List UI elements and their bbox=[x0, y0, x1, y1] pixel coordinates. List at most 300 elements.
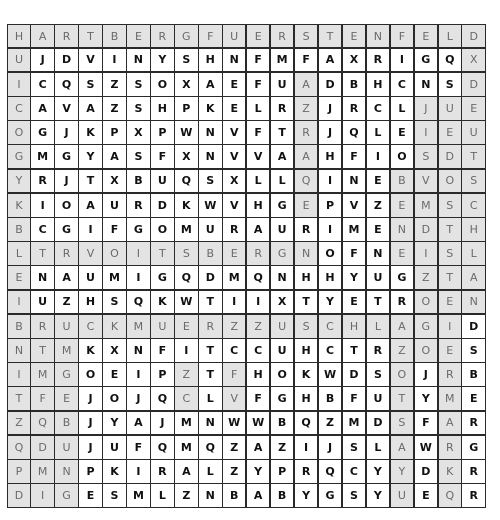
grid-cell[interactable]: N bbox=[366, 24, 391, 48]
grid-cell[interactable]: E bbox=[342, 290, 367, 315]
grid-cell[interactable]: A bbox=[78, 193, 103, 218]
grid-cell[interactable]: J bbox=[54, 169, 79, 194]
grid-cell[interactable]: U bbox=[270, 217, 295, 242]
grid-cell[interactable]: Y bbox=[366, 459, 391, 484]
grid-cell[interactable]: O bbox=[150, 72, 175, 97]
grid-cell[interactable]: N bbox=[126, 338, 151, 363]
grid-cell[interactable]: M bbox=[342, 411, 367, 436]
grid-cell[interactable]: A bbox=[461, 265, 486, 290]
grid-cell[interactable]: Z bbox=[318, 411, 343, 436]
grid-cell[interactable]: D bbox=[366, 411, 391, 436]
grid-cell[interactable]: T bbox=[294, 290, 319, 315]
grid-cell[interactable]: T bbox=[198, 290, 223, 315]
grid-cell[interactable]: I bbox=[294, 435, 319, 460]
grid-cell[interactable]: P bbox=[270, 459, 295, 484]
grid-cell[interactable]: W bbox=[318, 362, 343, 387]
grid-cell[interactable]: J bbox=[414, 96, 439, 121]
grid-cell[interactable]: X bbox=[126, 120, 151, 145]
grid-cell[interactable]: Q bbox=[318, 459, 343, 484]
grid-cell[interactable]: R bbox=[30, 169, 55, 194]
grid-cell[interactable]: Y bbox=[246, 459, 271, 484]
grid-cell[interactable]: R bbox=[54, 24, 79, 48]
grid-cell[interactable]: O bbox=[438, 169, 463, 194]
grid-cell[interactable]: T bbox=[366, 290, 391, 315]
grid-cell[interactable]: E bbox=[438, 120, 463, 145]
grid-cell[interactable]: X bbox=[174, 72, 199, 97]
grid-cell[interactable]: E bbox=[222, 72, 247, 97]
grid-cell[interactable]: C bbox=[174, 386, 199, 411]
grid-cell[interactable]: A bbox=[246, 483, 271, 508]
grid-cell[interactable]: U bbox=[150, 169, 175, 194]
grid-cell[interactable]: B bbox=[54, 411, 79, 436]
grid-cell[interactable]: T bbox=[438, 217, 463, 242]
grid-cell[interactable]: R bbox=[366, 48, 391, 73]
grid-cell[interactable]: Y bbox=[150, 48, 175, 73]
grid-cell[interactable]: E bbox=[78, 483, 103, 508]
grid-cell[interactable]: B bbox=[461, 362, 486, 387]
grid-cell[interactable]: R bbox=[294, 217, 319, 242]
grid-cell[interactable]: X bbox=[342, 48, 367, 73]
grid-cell[interactable]: R bbox=[270, 96, 295, 121]
grid-cell[interactable]: I bbox=[222, 290, 247, 315]
grid-cell[interactable]: D bbox=[318, 72, 343, 97]
grid-cell[interactable]: G bbox=[414, 48, 439, 73]
grid-cell[interactable]: F bbox=[246, 386, 271, 411]
grid-cell[interactable]: H bbox=[246, 193, 271, 218]
grid-cell[interactable]: Q bbox=[438, 483, 463, 508]
grid-cell[interactable]: I bbox=[438, 314, 463, 339]
grid-cell[interactable]: K bbox=[78, 338, 103, 363]
grid-cell[interactable]: G bbox=[126, 217, 151, 242]
grid-cell[interactable]: B bbox=[7, 314, 31, 339]
grid-cell[interactable]: S bbox=[294, 24, 319, 48]
grid-cell[interactable]: Z bbox=[7, 411, 31, 436]
grid-cell[interactable]: P bbox=[174, 96, 199, 121]
grid-cell[interactable]: T bbox=[270, 120, 295, 145]
grid-cell[interactable]: R bbox=[126, 193, 151, 218]
grid-cell[interactable]: Z bbox=[390, 338, 415, 363]
grid-cell[interactable]: G bbox=[270, 241, 295, 266]
grid-cell[interactable]: U bbox=[54, 435, 79, 460]
grid-cell[interactable]: Y bbox=[366, 483, 391, 508]
grid-cell[interactable]: R bbox=[54, 241, 79, 266]
grid-cell[interactable]: H bbox=[246, 362, 271, 387]
grid-cell[interactable]: G bbox=[54, 217, 79, 242]
grid-cell[interactable]: A bbox=[294, 144, 319, 169]
grid-cell[interactable]: R bbox=[246, 241, 271, 266]
grid-cell[interactable]: S bbox=[126, 72, 151, 97]
grid-cell[interactable]: P bbox=[7, 459, 31, 484]
grid-cell[interactable]: X bbox=[102, 338, 127, 363]
grid-cell[interactable]: I bbox=[414, 120, 439, 145]
grid-cell[interactable]: D bbox=[438, 144, 463, 169]
grid-cell[interactable]: M bbox=[30, 459, 55, 484]
grid-cell[interactable]: G bbox=[54, 362, 79, 387]
grid-cell[interactable]: S bbox=[414, 144, 439, 169]
grid-cell[interactable]: Q bbox=[294, 411, 319, 436]
grid-cell[interactable]: B bbox=[270, 411, 295, 436]
grid-cell[interactable]: L bbox=[7, 241, 31, 266]
grid-cell[interactable]: S bbox=[342, 435, 367, 460]
grid-cell[interactable]: W bbox=[174, 290, 199, 315]
grid-cell[interactable]: Q bbox=[342, 120, 367, 145]
grid-cell[interactable]: Z bbox=[54, 290, 79, 315]
grid-cell[interactable]: P bbox=[150, 120, 175, 145]
grid-cell[interactable]: F bbox=[342, 241, 367, 266]
grid-cell[interactable]: Y bbox=[294, 483, 319, 508]
grid-cell[interactable]: N bbox=[342, 169, 367, 194]
grid-cell[interactable]: U bbox=[150, 314, 175, 339]
grid-cell[interactable]: I bbox=[30, 193, 55, 218]
grid-cell[interactable]: S bbox=[102, 290, 127, 315]
grid-cell[interactable]: U bbox=[390, 483, 415, 508]
grid-cell[interactable]: Q bbox=[30, 411, 55, 436]
grid-cell[interactable]: Y bbox=[318, 290, 343, 315]
grid-cell[interactable]: F bbox=[198, 24, 223, 48]
grid-cell[interactable]: O bbox=[414, 338, 439, 363]
grid-cell[interactable]: B bbox=[126, 169, 151, 194]
grid-cell[interactable]: R bbox=[461, 411, 486, 436]
grid-cell[interactable]: M bbox=[30, 144, 55, 169]
grid-cell[interactable]: R bbox=[461, 483, 486, 508]
grid-cell[interactable]: O bbox=[390, 362, 415, 387]
grid-cell[interactable]: C bbox=[246, 338, 271, 363]
grid-cell[interactable]: A bbox=[294, 72, 319, 97]
grid-cell[interactable]: F bbox=[102, 217, 127, 242]
grid-cell[interactable]: I bbox=[126, 241, 151, 266]
grid-cell[interactable]: A bbox=[102, 144, 127, 169]
grid-cell[interactable]: N bbox=[126, 48, 151, 73]
grid-cell[interactable]: A bbox=[30, 24, 55, 48]
grid-cell[interactable]: Q bbox=[198, 435, 223, 460]
grid-cell[interactable]: E bbox=[246, 24, 271, 48]
grid-cell[interactable]: V bbox=[342, 193, 367, 218]
grid-cell[interactable]: D bbox=[7, 483, 31, 508]
grid-cell[interactable]: Y bbox=[390, 459, 415, 484]
grid-cell[interactable]: I bbox=[126, 265, 151, 290]
grid-cell[interactable]: V bbox=[54, 96, 79, 121]
grid-cell[interactable]: V bbox=[222, 144, 247, 169]
grid-cell[interactable]: M bbox=[126, 483, 151, 508]
grid-cell[interactable]: K bbox=[198, 96, 223, 121]
grid-cell[interactable]: A bbox=[174, 459, 199, 484]
grid-cell[interactable]: H bbox=[7, 24, 31, 48]
grid-cell[interactable]: U bbox=[438, 96, 463, 121]
grid-cell[interactable]: Q bbox=[150, 386, 175, 411]
grid-cell[interactable]: T bbox=[150, 241, 175, 266]
grid-cell[interactable]: Z bbox=[222, 459, 247, 484]
grid-cell[interactable]: H bbox=[366, 72, 391, 97]
grid-cell[interactable]: G bbox=[270, 386, 295, 411]
grid-cell[interactable]: F bbox=[150, 338, 175, 363]
grid-cell[interactable]: N bbox=[30, 265, 55, 290]
grid-cell[interactable]: L bbox=[366, 120, 391, 145]
grid-cell[interactable]: G bbox=[390, 265, 415, 290]
grid-cell[interactable]: L bbox=[246, 169, 271, 194]
grid-cell[interactable]: A bbox=[270, 144, 295, 169]
grid-cell[interactable]: I bbox=[318, 217, 343, 242]
grid-cell[interactable]: F bbox=[342, 144, 367, 169]
grid-cell[interactable]: F bbox=[222, 362, 247, 387]
grid-cell[interactable]: D bbox=[30, 435, 55, 460]
grid-cell[interactable]: N bbox=[294, 241, 319, 266]
grid-cell[interactable]: H bbox=[294, 265, 319, 290]
grid-cell[interactable]: M bbox=[54, 338, 79, 363]
grid-cell[interactable]: Q bbox=[126, 290, 151, 315]
grid-cell[interactable]: G bbox=[461, 435, 486, 460]
grid-cell[interactable]: E bbox=[222, 241, 247, 266]
grid-cell[interactable]: U bbox=[102, 193, 127, 218]
grid-cell[interactable]: C bbox=[318, 314, 343, 339]
grid-cell[interactable]: D bbox=[461, 314, 486, 339]
grid-cell[interactable]: N bbox=[7, 338, 31, 363]
grid-cell[interactable]: P bbox=[318, 193, 343, 218]
grid-cell[interactable]: V bbox=[78, 241, 103, 266]
grid-cell[interactable]: N bbox=[390, 217, 415, 242]
grid-cell[interactable]: D bbox=[150, 193, 175, 218]
grid-cell[interactable]: N bbox=[366, 241, 391, 266]
grid-cell[interactable]: S bbox=[294, 314, 319, 339]
grid-cell[interactable]: W bbox=[414, 435, 439, 460]
grid-cell[interactable]: M bbox=[438, 386, 463, 411]
grid-cell[interactable]: T bbox=[198, 338, 223, 363]
grid-cell[interactable]: N bbox=[54, 459, 79, 484]
grid-cell[interactable]: R bbox=[294, 120, 319, 145]
grid-cell[interactable]: B bbox=[270, 483, 295, 508]
grid-cell[interactable]: O bbox=[150, 217, 175, 242]
grid-cell[interactable]: C bbox=[390, 72, 415, 97]
grid-cell[interactable]: F bbox=[414, 411, 439, 436]
grid-cell[interactable]: E bbox=[366, 217, 391, 242]
grid-cell[interactable]: E bbox=[390, 241, 415, 266]
grid-cell[interactable]: R bbox=[294, 459, 319, 484]
grid-cell[interactable]: R bbox=[198, 314, 223, 339]
grid-cell[interactable]: M bbox=[414, 193, 439, 218]
grid-cell[interactable]: N bbox=[222, 48, 247, 73]
grid-cell[interactable]: I bbox=[318, 169, 343, 194]
grid-cell[interactable]: F bbox=[390, 24, 415, 48]
grid-cell[interactable]: V bbox=[222, 386, 247, 411]
grid-cell[interactable]: D bbox=[198, 265, 223, 290]
grid-cell[interactable]: K bbox=[78, 120, 103, 145]
grid-cell[interactable]: F bbox=[246, 120, 271, 145]
grid-cell[interactable]: A bbox=[246, 435, 271, 460]
grid-cell[interactable]: R bbox=[30, 314, 55, 339]
grid-cell[interactable]: C bbox=[461, 193, 486, 218]
grid-cell[interactable]: H bbox=[318, 144, 343, 169]
grid-cell[interactable]: S bbox=[438, 72, 463, 97]
grid-cell[interactable]: R bbox=[438, 435, 463, 460]
grid-cell[interactable]: D bbox=[414, 459, 439, 484]
grid-cell[interactable]: G bbox=[54, 144, 79, 169]
grid-cell[interactable]: A bbox=[30, 96, 55, 121]
grid-cell[interactable]: R bbox=[366, 338, 391, 363]
grid-cell[interactable]: F bbox=[150, 144, 175, 169]
grid-cell[interactable]: U bbox=[102, 435, 127, 460]
grid-cell[interactable]: O bbox=[102, 386, 127, 411]
grid-cell[interactable]: J bbox=[414, 362, 439, 387]
grid-cell[interactable]: C bbox=[222, 338, 247, 363]
grid-cell[interactable]: M bbox=[270, 48, 295, 73]
grid-cell[interactable]: O bbox=[54, 193, 79, 218]
grid-cell[interactable]: C bbox=[30, 217, 55, 242]
grid-cell[interactable]: E bbox=[174, 314, 199, 339]
grid-cell[interactable]: Z bbox=[270, 435, 295, 460]
grid-cell[interactable]: U bbox=[270, 72, 295, 97]
grid-cell[interactable]: B bbox=[342, 72, 367, 97]
grid-cell[interactable]: S bbox=[438, 193, 463, 218]
grid-cell[interactable]: Z bbox=[222, 435, 247, 460]
grid-cell[interactable]: A bbox=[390, 435, 415, 460]
grid-cell[interactable]: I bbox=[126, 362, 151, 387]
grid-cell[interactable]: M bbox=[222, 265, 247, 290]
grid-cell[interactable]: P bbox=[78, 459, 103, 484]
grid-cell[interactable]: H bbox=[342, 314, 367, 339]
grid-cell[interactable]: W bbox=[174, 120, 199, 145]
grid-cell[interactable]: R bbox=[222, 217, 247, 242]
grid-cell[interactable]: I bbox=[7, 72, 31, 97]
grid-cell[interactable]: Z bbox=[174, 483, 199, 508]
grid-cell[interactable]: L bbox=[270, 169, 295, 194]
grid-cell[interactable]: F bbox=[30, 386, 55, 411]
grid-cell[interactable]: L bbox=[366, 314, 391, 339]
grid-cell[interactable]: T bbox=[78, 24, 103, 48]
grid-cell[interactable]: U bbox=[7, 48, 31, 73]
grid-cell[interactable]: F bbox=[246, 48, 271, 73]
grid-cell[interactable]: E bbox=[461, 386, 486, 411]
grid-cell[interactable]: M bbox=[174, 217, 199, 242]
grid-cell[interactable]: H bbox=[294, 386, 319, 411]
grid-cell[interactable]: G bbox=[318, 483, 343, 508]
grid-cell[interactable]: U bbox=[198, 217, 223, 242]
grid-cell[interactable]: L bbox=[438, 24, 463, 48]
grid-cell[interactable]: E bbox=[438, 290, 463, 315]
grid-cell[interactable]: X bbox=[270, 290, 295, 315]
grid-cell[interactable]: D bbox=[461, 24, 486, 48]
grid-cell[interactable]: U bbox=[270, 338, 295, 363]
grid-cell[interactable]: B bbox=[390, 169, 415, 194]
grid-cell[interactable]: N bbox=[198, 483, 223, 508]
grid-cell[interactable]: Y bbox=[78, 144, 103, 169]
grid-cell[interactable]: R bbox=[342, 96, 367, 121]
grid-cell[interactable]: T bbox=[78, 169, 103, 194]
grid-cell[interactable]: E bbox=[390, 193, 415, 218]
grid-cell[interactable]: X bbox=[102, 169, 127, 194]
grid-cell[interactable]: Z bbox=[102, 96, 127, 121]
grid-cell[interactable]: Q bbox=[174, 265, 199, 290]
grid-cell[interactable]: K bbox=[438, 459, 463, 484]
grid-cell[interactable]: O bbox=[270, 362, 295, 387]
grid-cell[interactable]: Q bbox=[174, 169, 199, 194]
grid-cell[interactable]: G bbox=[270, 193, 295, 218]
grid-cell[interactable]: I bbox=[30, 483, 55, 508]
grid-cell[interactable]: Q bbox=[246, 265, 271, 290]
grid-cell[interactable]: Q bbox=[54, 72, 79, 97]
grid-cell[interactable]: D bbox=[414, 217, 439, 242]
grid-cell[interactable]: E bbox=[390, 120, 415, 145]
grid-cell[interactable]: U bbox=[78, 265, 103, 290]
grid-cell[interactable]: E bbox=[461, 96, 486, 121]
grid-cell[interactable]: E bbox=[414, 483, 439, 508]
grid-cell[interactable]: A bbox=[54, 265, 79, 290]
grid-cell[interactable]: O bbox=[414, 290, 439, 315]
grid-cell[interactable]: N bbox=[461, 290, 486, 315]
grid-cell[interactable]: H bbox=[150, 96, 175, 121]
grid-cell[interactable]: R bbox=[150, 24, 175, 48]
grid-cell[interactable]: C bbox=[318, 338, 343, 363]
grid-cell[interactable]: L bbox=[150, 483, 175, 508]
grid-cell[interactable]: I bbox=[7, 290, 31, 315]
grid-cell[interactable]: C bbox=[7, 96, 31, 121]
grid-cell[interactable]: G bbox=[7, 144, 31, 169]
grid-cell[interactable]: A bbox=[246, 217, 271, 242]
grid-cell[interactable]: Z bbox=[414, 265, 439, 290]
grid-cell[interactable]: L bbox=[198, 459, 223, 484]
grid-cell[interactable]: X bbox=[461, 48, 486, 73]
grid-cell[interactable]: A bbox=[390, 314, 415, 339]
grid-cell[interactable]: M bbox=[342, 217, 367, 242]
grid-cell[interactable]: S bbox=[174, 48, 199, 73]
grid-cell[interactable]: T bbox=[438, 265, 463, 290]
grid-cell[interactable]: A bbox=[318, 48, 343, 73]
grid-cell[interactable]: O bbox=[78, 362, 103, 387]
grid-cell[interactable]: D bbox=[54, 48, 79, 73]
grid-cell[interactable]: L bbox=[246, 96, 271, 121]
grid-cell[interactable]: J bbox=[78, 411, 103, 436]
grid-cell[interactable]: S bbox=[174, 241, 199, 266]
grid-cell[interactable]: R bbox=[390, 290, 415, 315]
grid-cell[interactable]: G bbox=[30, 120, 55, 145]
grid-cell[interactable]: Q bbox=[438, 48, 463, 73]
grid-cell[interactable]: D bbox=[461, 72, 486, 97]
grid-cell[interactable]: J bbox=[126, 386, 151, 411]
grid-cell[interactable]: I bbox=[414, 241, 439, 266]
grid-cell[interactable]: J bbox=[318, 435, 343, 460]
grid-cell[interactable]: B bbox=[102, 24, 127, 48]
grid-cell[interactable]: Q bbox=[7, 435, 31, 460]
grid-cell[interactable]: V bbox=[222, 120, 247, 145]
grid-cell[interactable]: F bbox=[294, 48, 319, 73]
grid-cell[interactable]: J bbox=[318, 96, 343, 121]
grid-cell[interactable]: P bbox=[102, 120, 127, 145]
grid-cell[interactable]: J bbox=[150, 411, 175, 436]
grid-cell[interactable]: J bbox=[30, 48, 55, 73]
grid-cell[interactable]: L bbox=[366, 435, 391, 460]
grid-cell[interactable]: K bbox=[102, 314, 127, 339]
grid-cell[interactable]: G bbox=[54, 483, 79, 508]
grid-cell[interactable]: F bbox=[126, 435, 151, 460]
grid-cell[interactable]: V bbox=[246, 144, 271, 169]
grid-cell[interactable]: K bbox=[102, 459, 127, 484]
grid-cell[interactable]: W bbox=[246, 411, 271, 436]
grid-cell[interactable]: K bbox=[150, 290, 175, 315]
grid-cell[interactable]: E bbox=[102, 362, 127, 387]
grid-cell[interactable]: O bbox=[318, 241, 343, 266]
grid-cell[interactable]: K bbox=[7, 193, 31, 218]
grid-cell[interactable]: S bbox=[198, 169, 223, 194]
grid-cell[interactable]: M bbox=[102, 265, 127, 290]
grid-cell[interactable]: A bbox=[126, 411, 151, 436]
grid-cell[interactable]: U bbox=[366, 386, 391, 411]
grid-cell[interactable]: S bbox=[342, 483, 367, 508]
grid-cell[interactable]: E bbox=[294, 193, 319, 218]
grid-cell[interactable]: T bbox=[7, 386, 31, 411]
grid-cell[interactable]: T bbox=[461, 144, 486, 169]
grid-cell[interactable]: Z bbox=[294, 96, 319, 121]
grid-cell[interactable]: Y bbox=[102, 411, 127, 436]
grid-cell[interactable]: N bbox=[414, 72, 439, 97]
grid-cell[interactable]: H bbox=[294, 338, 319, 363]
